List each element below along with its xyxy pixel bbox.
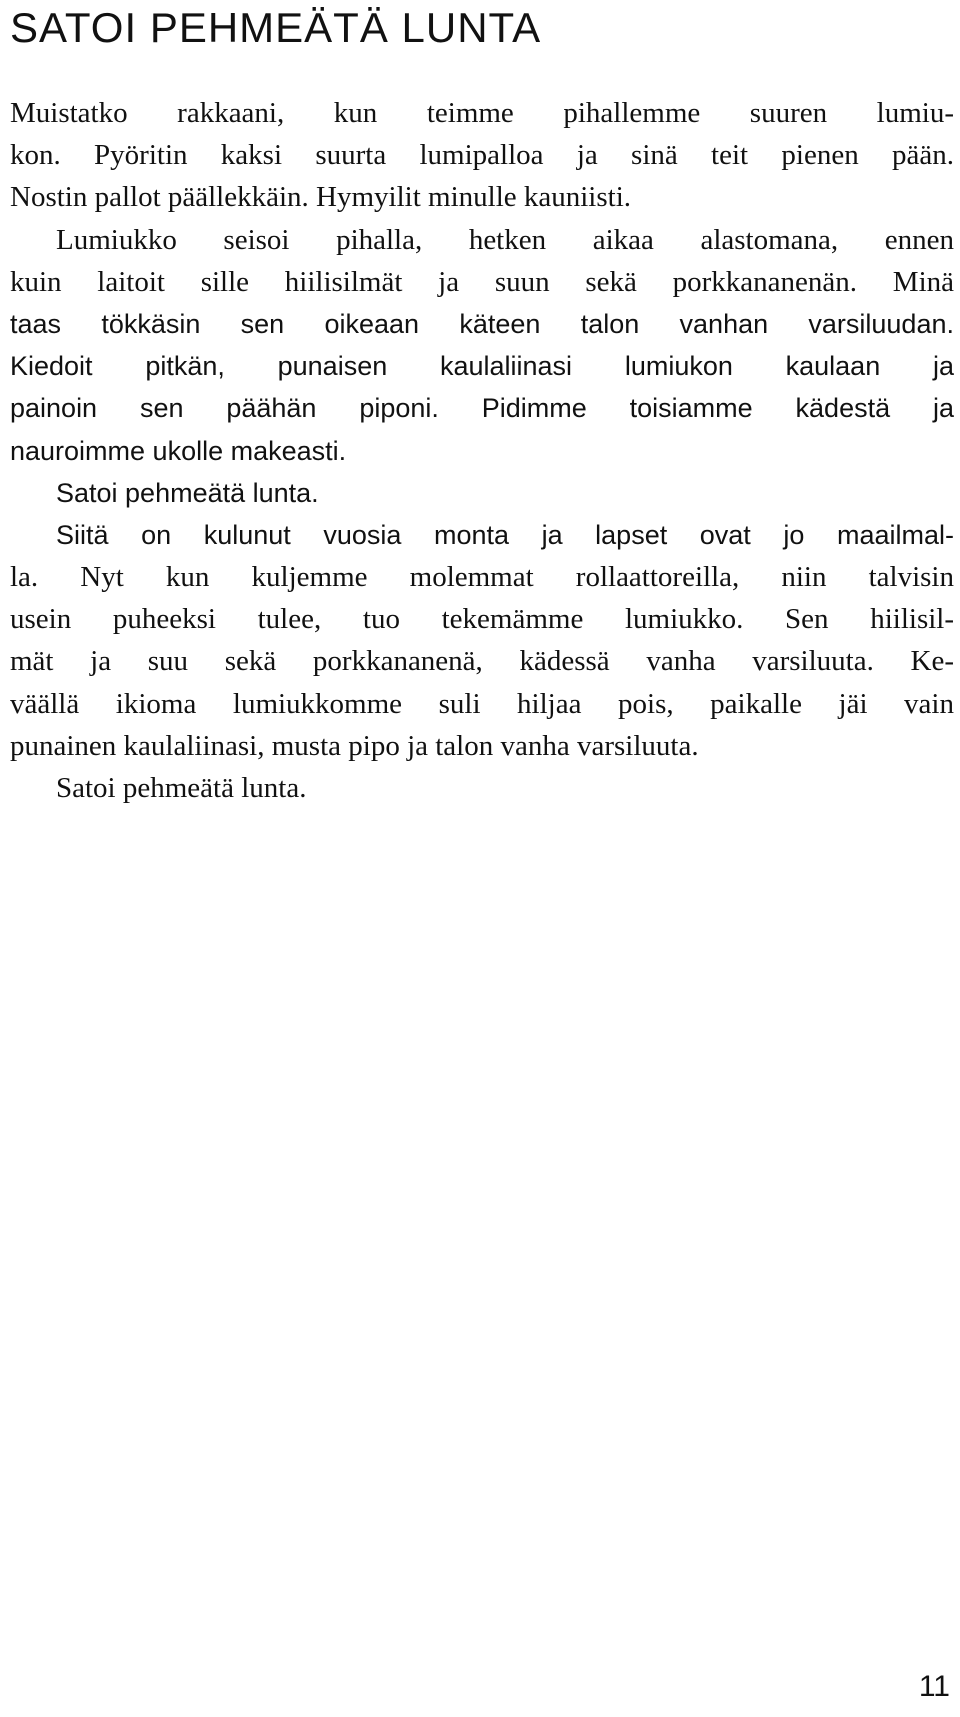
- text-line: Satoi pehmeätä lunta.: [56, 477, 319, 508]
- text-line: nauroimme ukolle makeasti.: [10, 435, 347, 466]
- text-line: kon. Pyöritin kaksi suurta lumipalloa ja sinä teit pienen pään.: [10, 139, 954, 172]
- text-line: kuin laitoit sille hiilisilmät ja suun sekä porkkananenän. Minä: [10, 265, 954, 298]
- text-line: mät ja suu sekä porkkananenä, kädessä vanha varsiluuta. Ke-: [10, 645, 954, 678]
- text-line: Lumiukko seisoi pihalla, hetken aikaa alastomana, ennen: [56, 223, 954, 256]
- text-line: la. Nyt kun kuljemme molemmat rollaattoreilla, niin talvisin: [10, 561, 954, 594]
- text-line: punainen kaulaliinasi, musta pipo ja talon vanha varsiluuta.: [10, 729, 699, 762]
- poem-body: [10, 92, 954, 809]
- text-line: Kiedoit pitkän, punaisen kaulaliinasi lumiukon kaulaan ja: [10, 351, 954, 382]
- text-line: väällä ikioma lumiukkomme suli hiljaa pois, paikalle jäi vain: [10, 687, 954, 720]
- text-line: Satoi pehmeätä lunta.: [56, 772, 307, 804]
- text-line: Nostin pallot päällekkäin. Hymyilit minulle kauniisti.: [10, 181, 632, 214]
- page-title: SATOI PEHMEÄTÄ LUNTA: [10, 4, 542, 51]
- text-line: taas tökkäsin sen oikeaan käteen talon vanhan varsiluudan.: [10, 308, 954, 339]
- page-number: 11: [918, 1670, 950, 1703]
- text-line: painoin sen päähän piponi. Pidimme toisiamme kädestä ja: [10, 393, 954, 424]
- text-line: Muistatko rakkaani, kun teimme pihallemme suuren lumiu-: [10, 97, 954, 129]
- text-line: usein puheeksi tulee, tuo tekemämme lumiukko. Sen hiilisil-: [10, 603, 954, 636]
- text-line: Siitä on kulunut vuosia monta ja lapset ovat jo maailmal-: [56, 519, 954, 550]
